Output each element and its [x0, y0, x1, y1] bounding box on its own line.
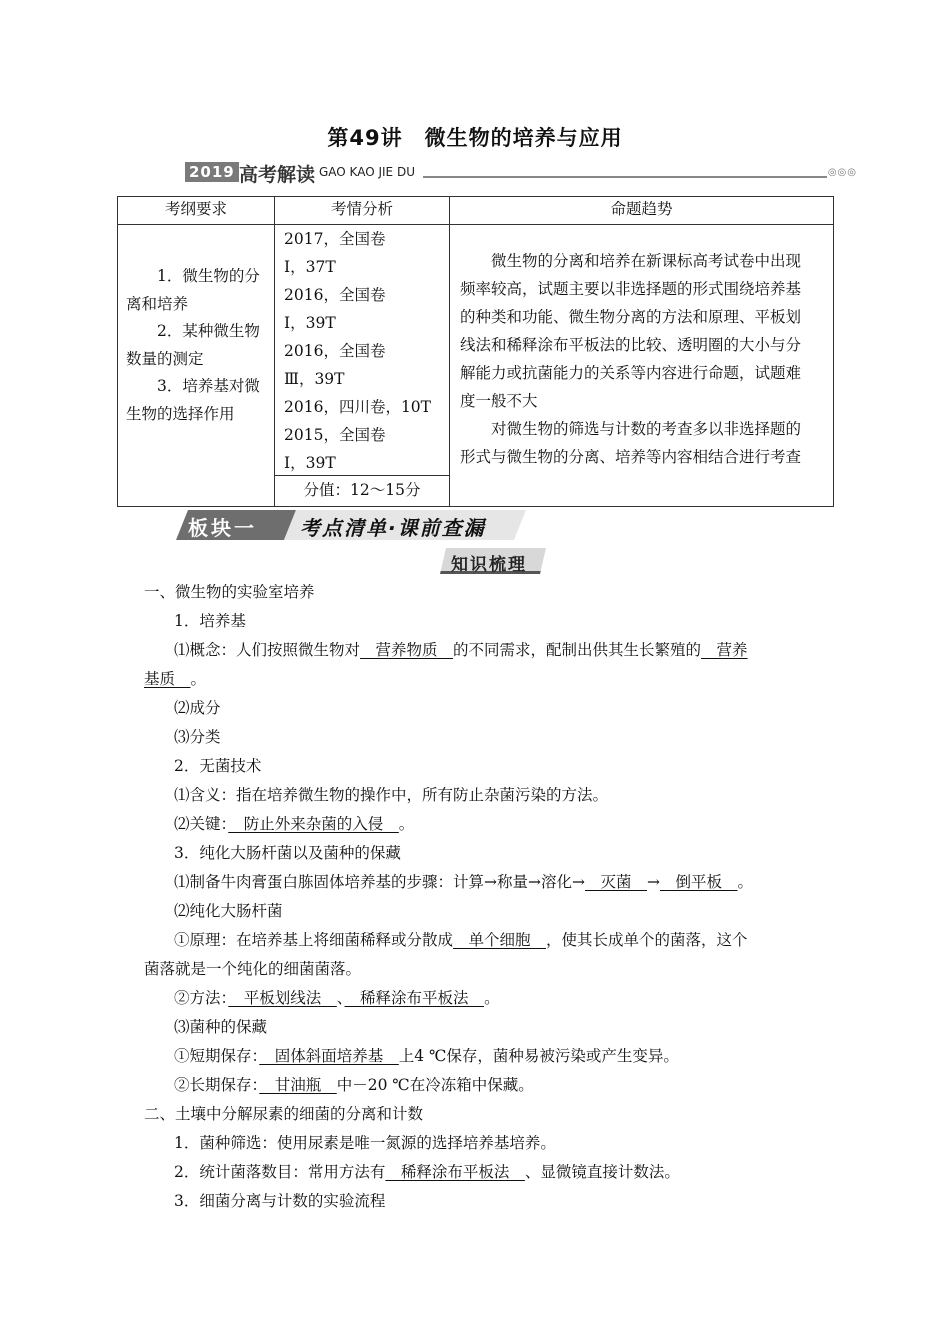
section-banner: [176, 510, 526, 540]
paragraph: ①短期保存： 固体斜面培养基 上4 ℃保存，菌种易被污染或产生变异。: [174, 1047, 679, 1065]
analysis-line: Ⅰ，37T: [284, 258, 336, 276]
trend-paragraph: 微生物的分离和培养在新课标高考试卷中出现频率较高，试题主要以非选择题的形式围绕培养基的种类和功能、微生物分离的方法和原理、平板划线法和稀释涂布平板法的比较、透明圈的大小与分解能力或抗菌能力的关系等内容进行命题，试题难度一般不大: [460, 252, 802, 410]
exam-interpretation-banner: [185, 160, 857, 184]
banner-divider: [423, 176, 827, 178]
fill-blank: 灭菌: [584, 873, 647, 891]
lecture-topic: 微生物的培养与应用: [424, 126, 623, 150]
analysis-line: 2016，全国卷: [284, 342, 386, 360]
requirement-item: 3．培养基对微生物的选择作用: [126, 377, 260, 423]
analysis-line: 2016，四川卷，10T: [284, 398, 432, 416]
section-part-label: 板块一: [188, 516, 257, 540]
banner-year: 2019: [185, 162, 239, 182]
trend-paragraph: 对微生物的筛选与计数的考查多以非选择题的形式与微生物的分离、培养等内容相结合进行考查: [460, 420, 802, 466]
content-body: [144, 578, 812, 1216]
paragraph: 3．细菌分离与计数的实验流程: [174, 1192, 386, 1210]
analysis-line: Ⅰ，39T: [284, 314, 336, 332]
fill-blank: 甘油瓶: [259, 1076, 337, 1094]
heading-level-1: 一、微生物的实验室培养: [144, 583, 315, 601]
requirement-item: 2．某种微生物数量的测定: [126, 322, 260, 368]
analysis-cell: [275, 225, 450, 507]
paragraph: ⑶菌种的保藏: [174, 1018, 268, 1036]
page-title: [0, 122, 950, 152]
table-header: 命题趋势: [450, 197, 834, 225]
knowledge-tag: [440, 548, 546, 574]
banner-label: 高考解读: [239, 164, 316, 186]
banner-pinyin: GAO KAO JIE DU: [319, 165, 415, 179]
paragraph: ⑵纯化大肠杆菌: [174, 902, 283, 920]
paragraph: ⑶分类: [174, 728, 221, 746]
paragraph-continued: 菌落就是一个纯化的细菌菌落。: [144, 960, 362, 978]
fill-blank: 固体斜面培养基: [259, 1047, 399, 1065]
section-part-name: 考点清单·课前查漏: [300, 516, 486, 540]
fill-blank: 平板划线法: [228, 989, 337, 1007]
table-header: 考纲要求: [118, 197, 275, 225]
paragraph: ①原理：在培养基上将细菌稀释或分散成 单个细胞 ，使其长成单个的菌落，这个: [174, 931, 748, 949]
paragraph: ②方法： 平板划线法 、 稀释涂布平板法 。: [174, 989, 500, 1007]
knowledge-tag-label: 知识梳理: [451, 555, 527, 575]
paragraph: ⑴制备牛肉膏蛋白胨固体培养基的步骤：计算→称量→溶化→ 灭菌 → 倒平板 。: [174, 873, 754, 891]
exam-analysis-table: [117, 196, 834, 507]
fill-blank: 基质: [144, 670, 191, 688]
paragraph: ⑴含义：指在培养微生物的操作中，所有防止杂菌污染的方法。: [174, 786, 609, 804]
analysis-line: Ⅲ，39T: [284, 370, 345, 388]
paragraph: ⑵关键： 防止外来杂菌的入侵 。: [174, 815, 415, 833]
fill-blank: 单个细胞: [453, 931, 547, 949]
paragraph: ⑴概念：人们按照微生物对 营养物质 的不同需求，配制出供其生长繁殖的 营养: [174, 641, 748, 659]
heading-level-2: 3．纯化大肠杆菌以及菌种的保藏: [174, 844, 401, 862]
banner-dots-icon: ◎◎◎: [827, 167, 857, 178]
analysis-line: 2015，全国卷: [284, 426, 386, 444]
paragraph: ②长期保存： 甘油瓶 中－20 ℃在冷冻箱中保藏。: [174, 1076, 534, 1094]
fill-blank: 营养物质: [360, 641, 454, 659]
table-header: 考情分析: [275, 197, 450, 225]
score-range: 分值：12～15分: [275, 475, 449, 506]
requirement-item: 1．微生物的分离和培养: [126, 267, 260, 313]
fill-blank: 营养: [701, 641, 748, 659]
paragraph: 2．统计菌落数目：常用方法有 稀释涂布平板法 、显微镜直接计数法。: [174, 1163, 680, 1181]
trend-cell: [450, 225, 834, 507]
table-header-row: [118, 197, 834, 225]
analysis-line: 2017，全国卷: [284, 230, 386, 248]
fill-blank: 防止外来杂菌的入侵: [228, 815, 399, 833]
heading-level-1: 二、土壤中分解尿素的细菌的分离和计数: [144, 1105, 424, 1123]
analysis-line: 2016，全国卷: [284, 286, 386, 304]
paragraph: ⑵成分: [174, 699, 221, 717]
table-row: [118, 225, 834, 507]
fill-blank: 稀释涂布平板法: [385, 1163, 525, 1181]
paragraph: 1．菌种筛选：使用尿素是唯一氮源的选择培养基培养。: [174, 1134, 556, 1152]
fill-blank: 倒平板: [659, 873, 738, 891]
heading-level-2: 2．无菌技术: [174, 757, 262, 775]
paragraph-continued: 基质 。: [144, 670, 207, 688]
heading-level-2: 1．培养基: [174, 612, 246, 630]
fill-blank: 稀释涂布平板法: [344, 989, 485, 1007]
requirements-cell: [118, 225, 275, 507]
lecture-number: 第49讲: [327, 126, 403, 150]
analysis-line: Ⅰ，39T: [284, 454, 336, 472]
